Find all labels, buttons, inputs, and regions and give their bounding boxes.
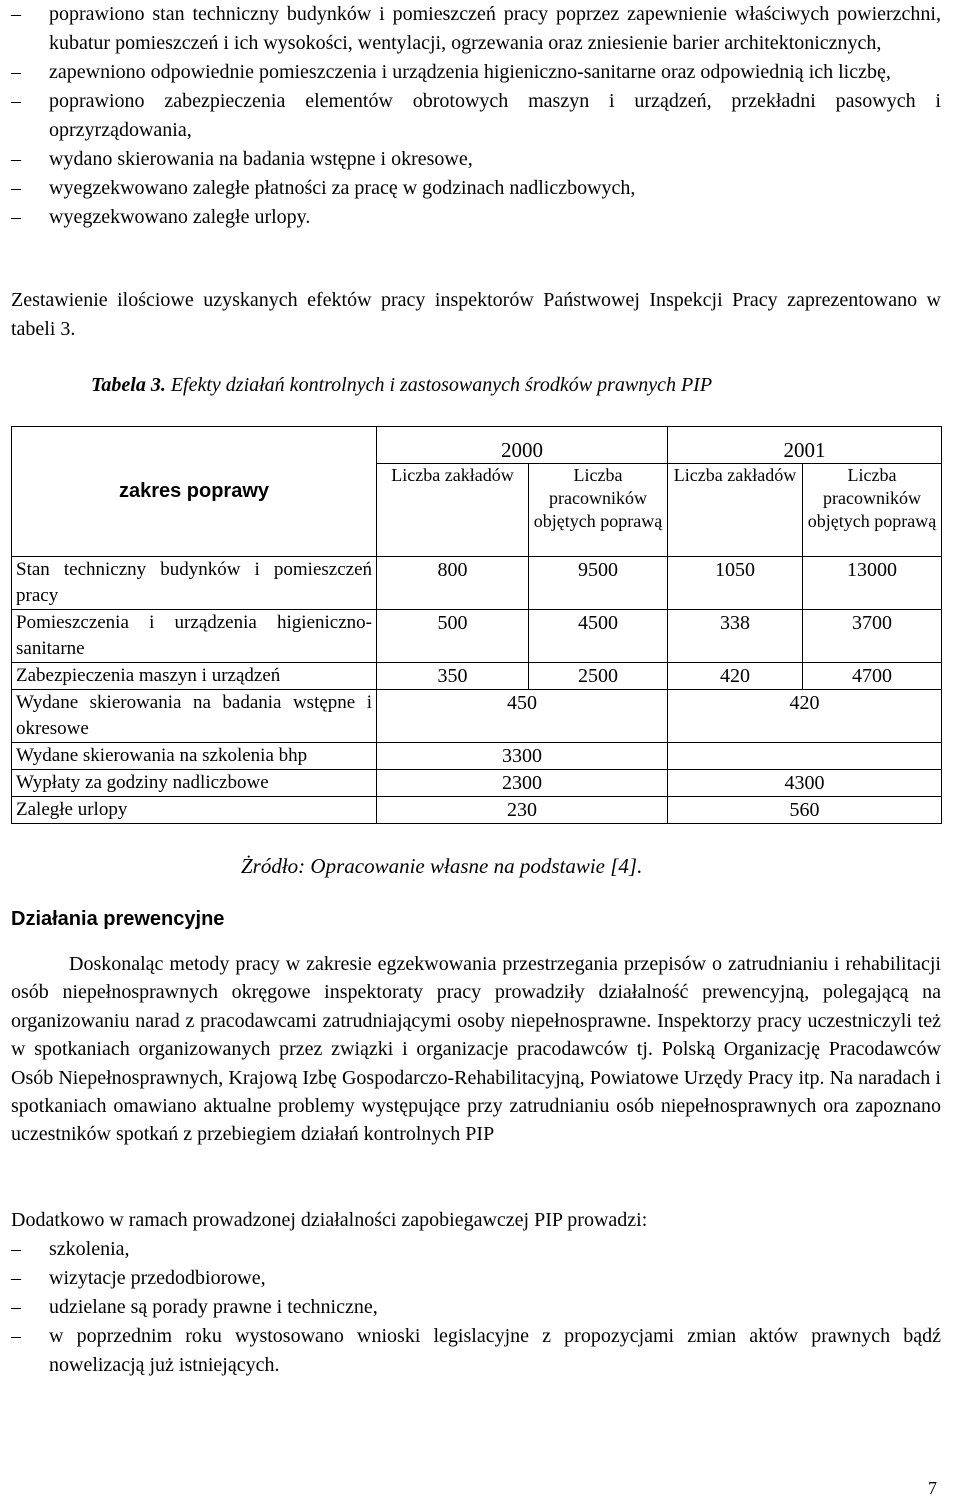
table-row xyxy=(12,797,942,824)
cell: 3300 xyxy=(377,743,668,770)
cell: 420 xyxy=(668,690,942,743)
prevention-list xyxy=(11,1235,941,1380)
cell: 450 xyxy=(377,690,668,743)
cell: 350 xyxy=(377,663,529,690)
col-companies-2000: Liczba zakładów xyxy=(377,464,529,557)
cell xyxy=(668,743,942,770)
cell: 500 xyxy=(377,610,529,663)
cell: 9500 xyxy=(529,557,668,610)
table-source: Żródło: Opracowanie własne na podstawie [4]. xyxy=(241,854,643,878)
row-label: Wydane skierowania na badania wstępne i okresowe xyxy=(12,690,377,743)
cell: 3700 xyxy=(803,610,942,663)
results-table xyxy=(11,426,942,824)
row-label: Wypłaty za godziny nadliczbowe xyxy=(12,770,377,797)
table-caption-label: Tabela 3. xyxy=(91,374,166,396)
list-item: – szkolenia, xyxy=(11,1235,941,1264)
year-2000-header: 2000 xyxy=(377,427,668,464)
body-paragraph: Doskonaląc metody pracy w zakresie egzekwowania przestrzegania przepisów o zatrudnianiu i rehabilitacji osób niepełnosprawnych okręgowe inspektoraty pracy prowadziły działalność prewencyjną, polegającą na organizowaniu narad z pracodawcami zatrudniającymi osoby niepełnosprawne. Inspektorzy pracy uczestniczyli też w spotkaniach organizowanych przez związki i organizacje pracodawców tj. Polską Organizację Pracodawców Osób Niepełnosprawnych, Krajową Izbę Gospodarczo-Rehabilitacyjną, Powiatowe Urzędy Pracy itp. Na naradach i spotkaniach omawiano aktualne problemy występujące przy zatrudnianiu osób niepełnosprawnych ora zapoznano uczestników spotkań z przebiegiem działań kontrolnych PIP xyxy=(11,953,941,1146)
list-item: – wizytacje przedodbiorowe, xyxy=(11,1264,941,1293)
col-workers-2001: Liczba pracowników objętych poprawą xyxy=(803,464,942,557)
list-item: – poprawiono stan techniczny budynków i pomieszczeń pracy poprzez zapewnienie właściwych powierzchni, kubatur pomieszczeń i ich wysokości, wentylacji, ogrzewania oraz zniesienie barier architektonicznych, xyxy=(11,0,941,58)
cell: 338 xyxy=(668,610,803,663)
cell: 1050 xyxy=(668,557,803,610)
cell: 800 xyxy=(377,557,529,610)
col-workers-2000: Liczba pracowników objętych poprawą xyxy=(529,464,668,557)
list-item: – wyegzekwowano zaległe urlopy. xyxy=(11,203,941,232)
cell: 4300 xyxy=(668,770,942,797)
row-label: Zabezpieczenia maszyn i urządzeń xyxy=(12,663,377,690)
page-number: 7 xyxy=(928,1478,937,1498)
cell: 2500 xyxy=(529,663,668,690)
cell: 560 xyxy=(668,797,942,824)
list-item: – w poprzednim roku wystosowano wnioski legislacyjne z propozycjami zmian aktów prawnych bądź nowelizacją już istniejących. xyxy=(11,1322,941,1380)
list-item: – poprawiono zabezpieczenia elementów obrotowych maszyn i urządzeń, przekładni pasowych i oprzyrządowania, xyxy=(11,87,941,145)
table-caption xyxy=(91,370,941,400)
list-item: – wyegzekwowano zaległe płatności za pracę w godzinach nadliczbowych, xyxy=(11,174,941,203)
table-row xyxy=(12,663,942,690)
row-label: Stan techniczny budynków i pomieszczeń pracy xyxy=(12,557,377,610)
table-row xyxy=(12,743,942,770)
list-item: – udzielane są porady prawne i techniczne, xyxy=(11,1293,941,1322)
cell: 230 xyxy=(377,797,668,824)
cell: 2300 xyxy=(377,770,668,797)
body-paragraph-2: Dodatkowo w ramach prowadzonej działalności zapobiegawczej PIP prowadzi: xyxy=(11,1209,648,1231)
table-caption-text: Efekty działań kontrolnych i zastosowanych środków prawnych PIP xyxy=(170,374,713,396)
row-label: Wydane skierowania na szkolenia bhp xyxy=(12,743,377,770)
cell: 4500 xyxy=(529,610,668,663)
cell: 13000 xyxy=(803,557,942,610)
list-item: – zapewniono odpowiednie pomieszczenia i urządzenia higieniczno-sanitarne oraz odpowiednią ich liczbę, xyxy=(11,58,941,87)
col-companies-2001: Liczba zakładów xyxy=(668,464,803,557)
row-label: Zaległe urlopy xyxy=(12,797,377,824)
table-row xyxy=(12,690,942,743)
table-row xyxy=(12,610,942,663)
table-row xyxy=(12,770,942,797)
cell: 4700 xyxy=(803,663,942,690)
table-row xyxy=(12,557,942,610)
improvements-list xyxy=(11,0,941,232)
year-2001-header: 2001 xyxy=(668,427,942,464)
row-header: zakres poprawy xyxy=(12,427,377,557)
list-item: – wydano skierowania na badania wstępne i okresowe, xyxy=(11,145,941,174)
cell: 420 xyxy=(668,663,803,690)
row-label: Pomieszczenia i urządzenia higieniczno-sanitarne xyxy=(12,610,377,663)
summary-paragraph: Zestawienie ilościowe uzyskanych efektów pracy inspektorów Państwowej Inspekcji Pracy zaprezentowano w tabeli 3. xyxy=(11,289,941,340)
section-heading: Działania prewencyjne xyxy=(11,908,225,930)
